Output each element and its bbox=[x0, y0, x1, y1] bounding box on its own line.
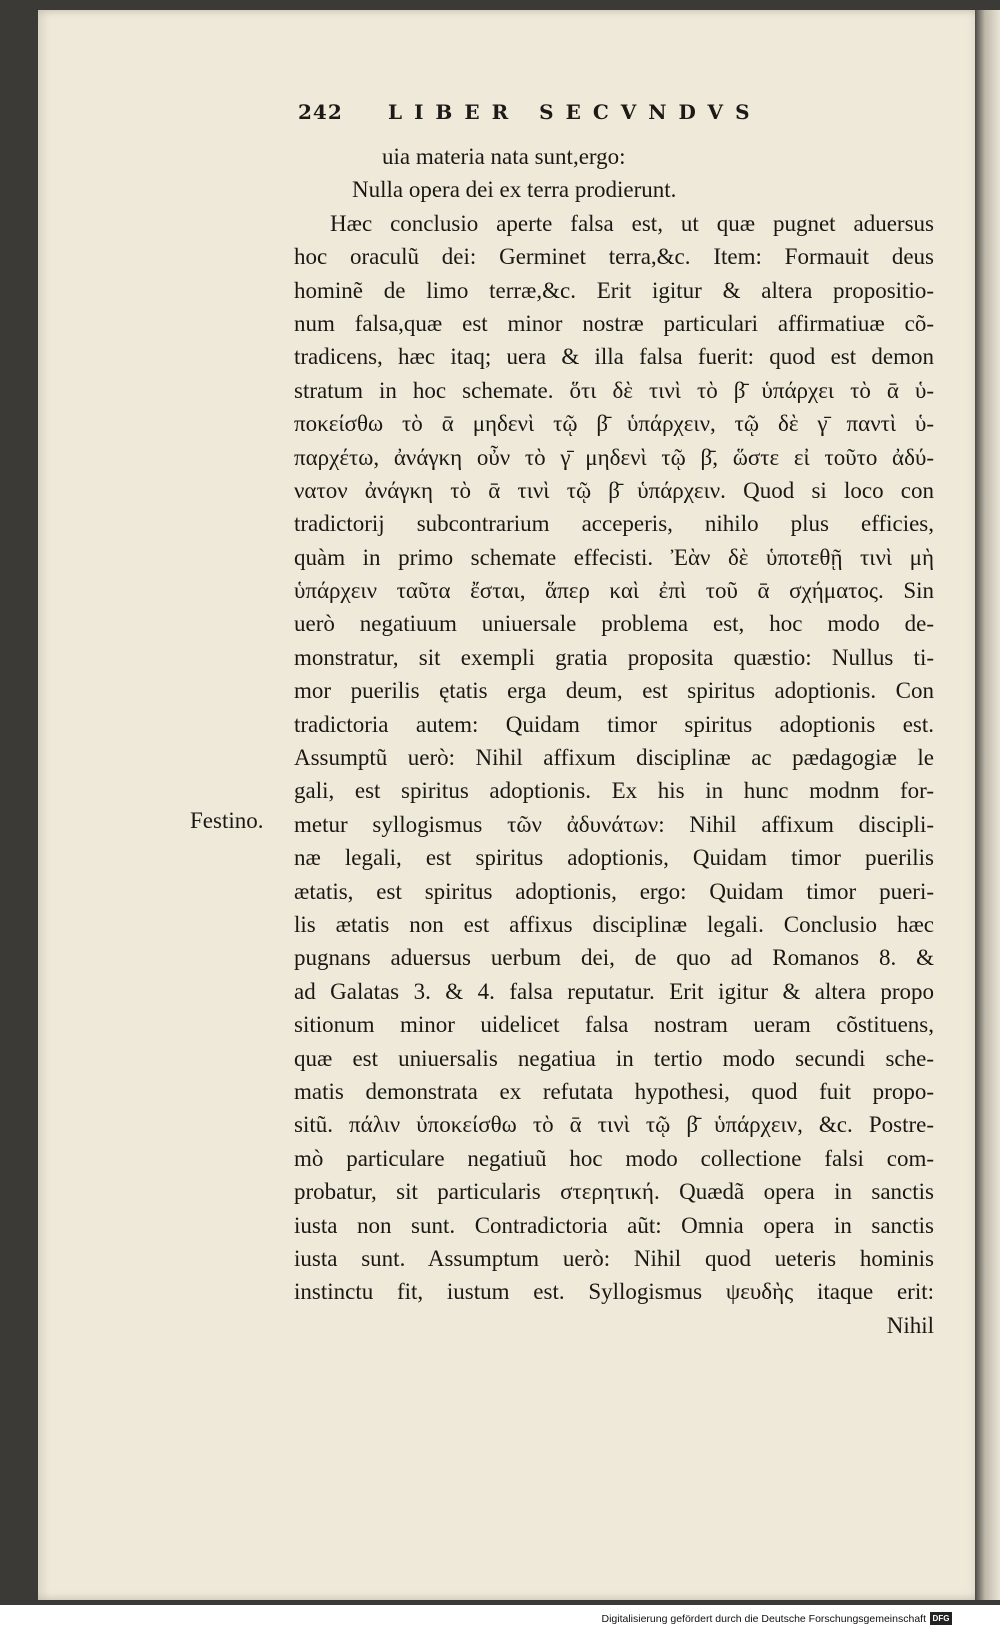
text-line: uia materia nata sunt,ergo: bbox=[382, 144, 626, 169]
text-line: num falsa,quæ est minor nostræ particulari affirmatiuæ cõ- bbox=[294, 310, 934, 336]
page-number: 242 bbox=[298, 100, 343, 124]
text-line: quàm in primo schemate effecisti. Ἐὰν δὲ ὑποτεθῇ τινὶ μὴ bbox=[294, 544, 934, 570]
text-line: probatur, sit particularis στερητική. Quædã opera in sanctis bbox=[294, 1179, 934, 1205]
page-edge bbox=[975, 10, 1000, 1600]
text-line: ποκείσθω τὸ ᾱ μηδενὶ τῷ β̄ ὑπάρχειν, τῷ δὲ γ̄ παντὶ ὑ- bbox=[294, 411, 934, 437]
text-line: ætatis, est spiritus adoptionis, ergo: Quidam timor pueri- bbox=[294, 878, 934, 904]
marginal-note: Festino. bbox=[190, 808, 264, 833]
text-line: gali, est spiritus adoptionis. Ex his in hunc modnm for- bbox=[294, 778, 934, 804]
text-line: lis ætatis non est affixus disciplinæ legali. Conclusio hæc bbox=[294, 911, 934, 937]
text-line: stratum in hoc schemate. ὅτι δὲ τινὶ τὸ β̄ ὑπάρχει τὸ ᾱ ὑ- bbox=[294, 377, 934, 403]
text-line: tradictorij subcontrarium acceperis, nihilo plus efficies, bbox=[294, 511, 934, 537]
text-line: iusta sunt. Assumptum uerò: Nihil quod ueteris hominis bbox=[294, 1245, 934, 1271]
text-line: pugnans aduersus uerbum dei, de quo ad Romanos 8. & bbox=[294, 945, 934, 971]
text-line: ad Galatas 3. & 4. falsa reputatur. Erit igitur & altera propo bbox=[294, 978, 934, 1004]
text-line: iusta non sunt. Contradictoria aũt: Omnia opera in sanctis bbox=[294, 1212, 934, 1238]
text-line: quæ est uniuersalis negatiua in tertio modo secundi sche- bbox=[294, 1045, 934, 1071]
text-line: mò particulare negatiuũ hoc modo collectione falsi com- bbox=[294, 1145, 934, 1171]
text-line: hoc oraculũ dei: Germinet terra,&c. Item: Formauit deus bbox=[294, 244, 934, 270]
text-line: tradictoria autem: Quidam timor spiritus adoptionis est. bbox=[294, 711, 934, 737]
text-line: νατον ἀνάγκη τὸ ᾱ τινὶ τῷ β̄ ὑπάρχειν. Quod si loco con bbox=[294, 477, 934, 503]
credit-text: Digitalisierung gefördert durch die Deutsche Forschungsgemeinschaft bbox=[601, 1612, 926, 1625]
text-line: sitũ. πάλιν ὑποκείσθω τὸ ᾱ τινὶ τῷ β̄ ὑπάρχειν, &c. Postre- bbox=[294, 1112, 934, 1138]
text-line: Assumptũ uerò: Nihil affixum disciplinæ ac pædagogiæ le bbox=[294, 745, 934, 771]
text-line: hominẽ de limo terræ,&c. Erit igitur & altera propositio- bbox=[294, 277, 934, 303]
running-head: LIBER SECVNDVS bbox=[388, 100, 762, 124]
text-line: mor puerilis ętatis erga deum, est spiritus adoptionis. Con bbox=[294, 678, 934, 704]
text-line: uerò negatiuum uniuersale problema est, hoc modo de- bbox=[294, 611, 934, 637]
text-line: tradicens, hæc itaq; uera & illa falsa fuerit: quod est demon bbox=[294, 344, 934, 370]
text-line: Hæc conclusio aperte falsa est, ut quæ pugnet aduersus bbox=[330, 210, 934, 236]
body-text bbox=[294, 140, 934, 1342]
text-line: Nulla opera dei ex terra prodierunt. bbox=[352, 177, 677, 203]
text-line: Nihil bbox=[886, 1312, 934, 1338]
dfg-logo: DFG bbox=[930, 1612, 952, 1625]
text-line: παρχέτω, ἀνάγκη οὖν τὸ γ̄ μηδενὶ τῷ β̄, ὥστε εἰ τοῦτο ἀδύ- bbox=[294, 444, 934, 470]
text-line: næ legali, est spiritus adoptionis, Quidam timor puerilis bbox=[294, 845, 934, 871]
digitization-credit bbox=[601, 1612, 952, 1625]
text-line: sitionum minor uidelicet falsa nostram ueram cõstituens, bbox=[294, 1012, 934, 1038]
text-line: metur syllogismus τῶν ἀδυνάτων: Nihil affixum discipli- bbox=[294, 811, 934, 837]
text-line: monstratur, sit exempli gratia proposita quæstio: Nullus ti- bbox=[294, 644, 934, 670]
text-line: ὑπάρχειν ταῦτα ἔσται, ἅπερ καὶ ἐπὶ τοῦ ᾱ σχήματος. Sin bbox=[294, 578, 934, 604]
text-line: matis demonstrata ex refutata hypothesi, quod fuit propo- bbox=[294, 1078, 934, 1104]
text-line: instinctu fit, iustum est. Syllogismus ψευδὴς itaque erit: bbox=[294, 1279, 934, 1305]
page-header bbox=[298, 100, 858, 132]
